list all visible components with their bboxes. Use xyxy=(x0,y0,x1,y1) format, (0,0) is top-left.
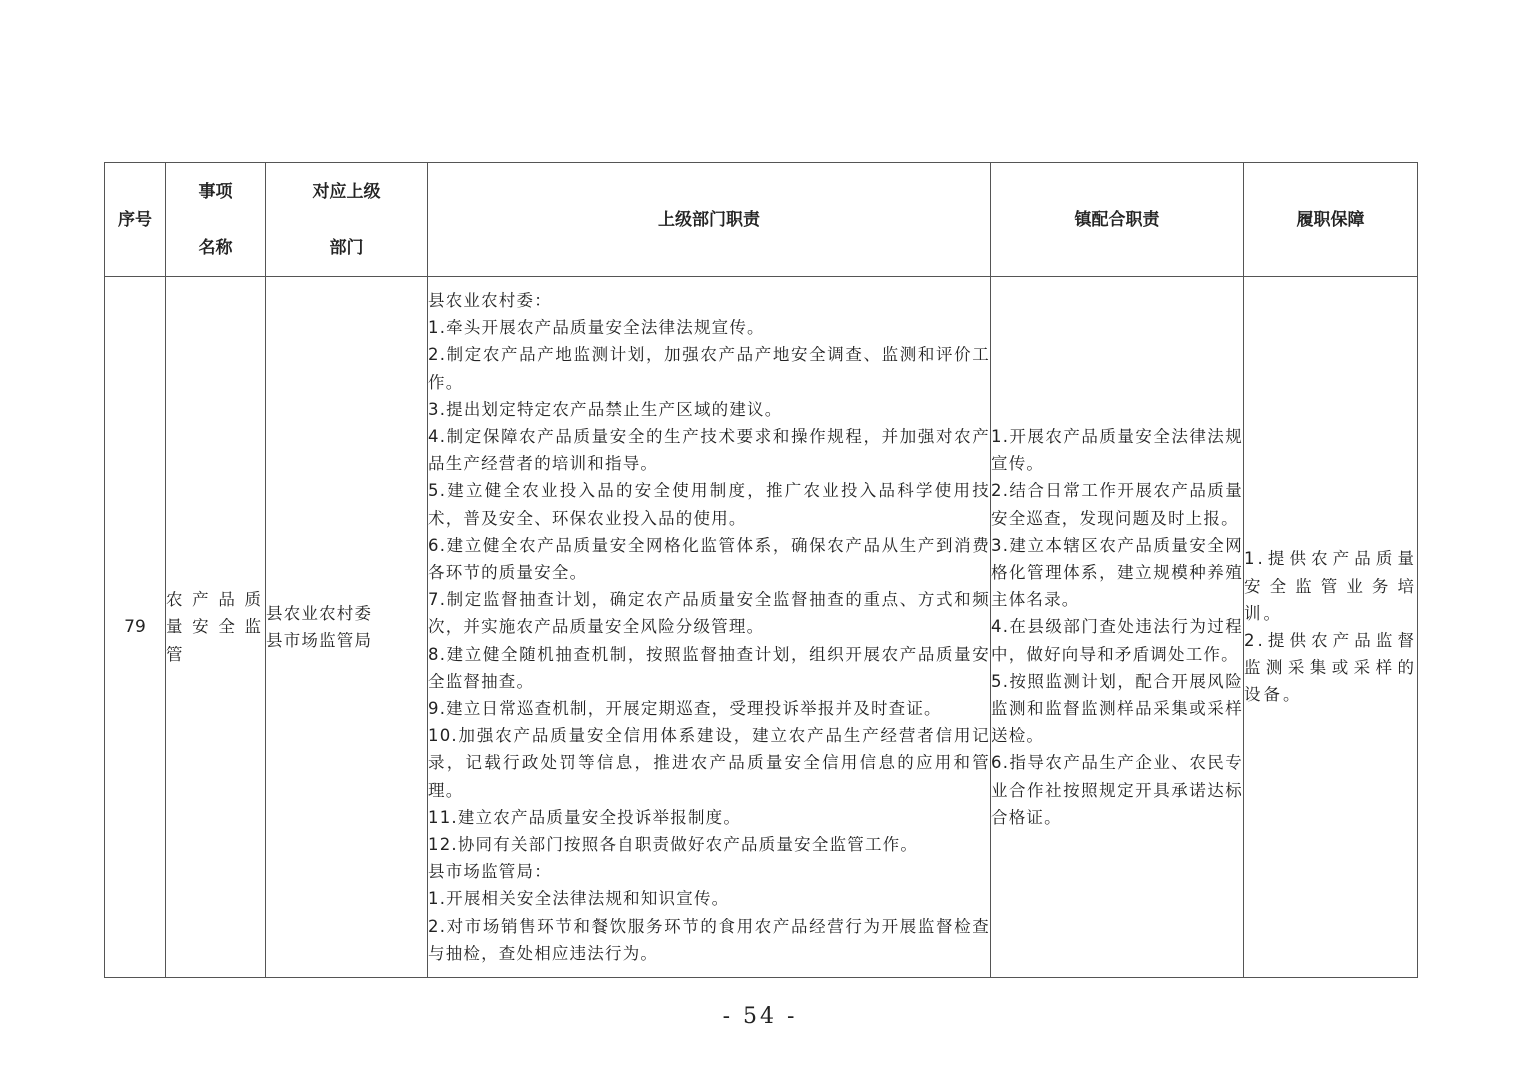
table-row xyxy=(105,277,1418,978)
upper-duty-line: 6.建立健全农产品质量安全网格化监管体系，确保农产品从生产到消费各环节的质量安全。 xyxy=(428,535,990,582)
upper-duty-line: 县农业农村委： xyxy=(428,290,552,310)
header-town-duties: 镇配合职责 xyxy=(991,163,1244,277)
header-dept-line-1: 对应上级 xyxy=(312,181,381,202)
upper-duty-line: 11.建立农产品质量安全投诉举报制度。 xyxy=(428,807,742,827)
row-town-duties xyxy=(991,277,1244,978)
upper-duty-line: 12.协同有关部门按照各自职责做好农产品质量安全监管工作。 xyxy=(428,835,919,855)
upper-duty-line: 2.对市场销售环节和餐饮服务环节的食用农产品经营行为开展监督检查与抽检，查处相应违法行为。 xyxy=(428,916,990,963)
upper-duty-line: 5.建立健全农业投入品的安全使用制度，推广农业投入品科学使用技术，普及安全、环保农业投入品的使用。 xyxy=(428,481,990,528)
header-item-name-line-2: 名称 xyxy=(198,237,233,258)
town-duty-line: 3.建立本辖区农产品质量安全网格化管理体系，建立规模种养殖主体名录。 xyxy=(991,535,1243,610)
upper-duty-line: 2.制定农产品产地监测计划，加强农产品产地安全调查、监测和评价工作。 xyxy=(428,345,990,392)
row-upper-duties xyxy=(428,277,991,978)
dept-line: 县农业农村委 xyxy=(266,603,373,623)
header-upper-duties: 上级部门职责 xyxy=(428,163,991,277)
row-index: 79 xyxy=(105,277,166,978)
upper-duty-line: 3.提出划定特定农产品禁止生产区域的建议。 xyxy=(428,399,783,419)
header-item-name-line-1: 事项 xyxy=(198,181,233,202)
header-item-name xyxy=(166,163,266,277)
town-duty-line: 6.指导农产品生产企业、农民专业合作社按照规定开具承诺达标合格证。 xyxy=(991,753,1243,827)
responsibility-table xyxy=(104,162,1418,978)
upper-duty-line: 8.建立健全随机抽查机制，按照监督抽查计划，组织开展农产品质量安全监督抽查。 xyxy=(428,644,990,691)
dept-line: 县市场监管局 xyxy=(266,631,373,650)
page-number: - 54 - xyxy=(722,1004,798,1029)
row-dept xyxy=(266,277,428,978)
upper-duty-line: 4.制定保障农产品质量安全的生产技术要求和操作规程，并加强对农产品生产经营者的培训和指导。 xyxy=(428,426,990,474)
town-duty-line: 2.结合日常工作开展农产品质量安全巡查，发现问题及时上报。 xyxy=(991,481,1243,528)
upper-duty-line: 7.制定监督抽查计划，确定农产品质量安全监督抽查的重点、方式和频次，并实施农产品质量安全风险分级管理。 xyxy=(428,590,990,637)
guarantee-line: 1.提供农产品质量安全监管业务培训。 xyxy=(1244,549,1417,623)
header-dept-line-2: 部门 xyxy=(329,237,364,258)
upper-duty-line: 县市场监管局： xyxy=(428,862,552,882)
row-guarantee xyxy=(1244,277,1418,978)
upper-duty-line: 9.建立日常巡查机制，开展定期巡查，受理投诉举报并及时查证。 xyxy=(428,699,942,718)
town-duty-line: 5.按照监测计划，配合开展风险监测和监督监测样品采集或采样送检。 xyxy=(991,671,1243,746)
header-index: 序号 xyxy=(105,163,166,277)
guarantee-line: 2.提供农产品监督监测采集或采样的设备。 xyxy=(1244,631,1417,705)
row-item-name: 农产品质量安全监管 xyxy=(166,277,266,978)
town-duty-line: 1.开展农产品质量安全法律法规宣传。 xyxy=(991,426,1243,474)
table-header-row xyxy=(105,163,1418,277)
upper-duty-line: 1.开展相关安全法律法规和知识宣传。 xyxy=(428,889,730,909)
header-dept xyxy=(266,163,428,277)
upper-duty-line: 10.加强农产品质量安全信用体系建设，建立农产品生产经营者信用记录，记载行政处罚等信息，推进农产品质量安全信用信息的应用和管理。 xyxy=(428,726,990,800)
upper-duty-line: 1.牵头开展农产品质量安全法律法规宣传。 xyxy=(428,318,765,338)
header-guarantee: 履职保障 xyxy=(1244,163,1418,277)
town-duty-line: 4.在县级部门查处违法行为过程中，做好向导和矛盾调处工作。 xyxy=(991,617,1243,664)
